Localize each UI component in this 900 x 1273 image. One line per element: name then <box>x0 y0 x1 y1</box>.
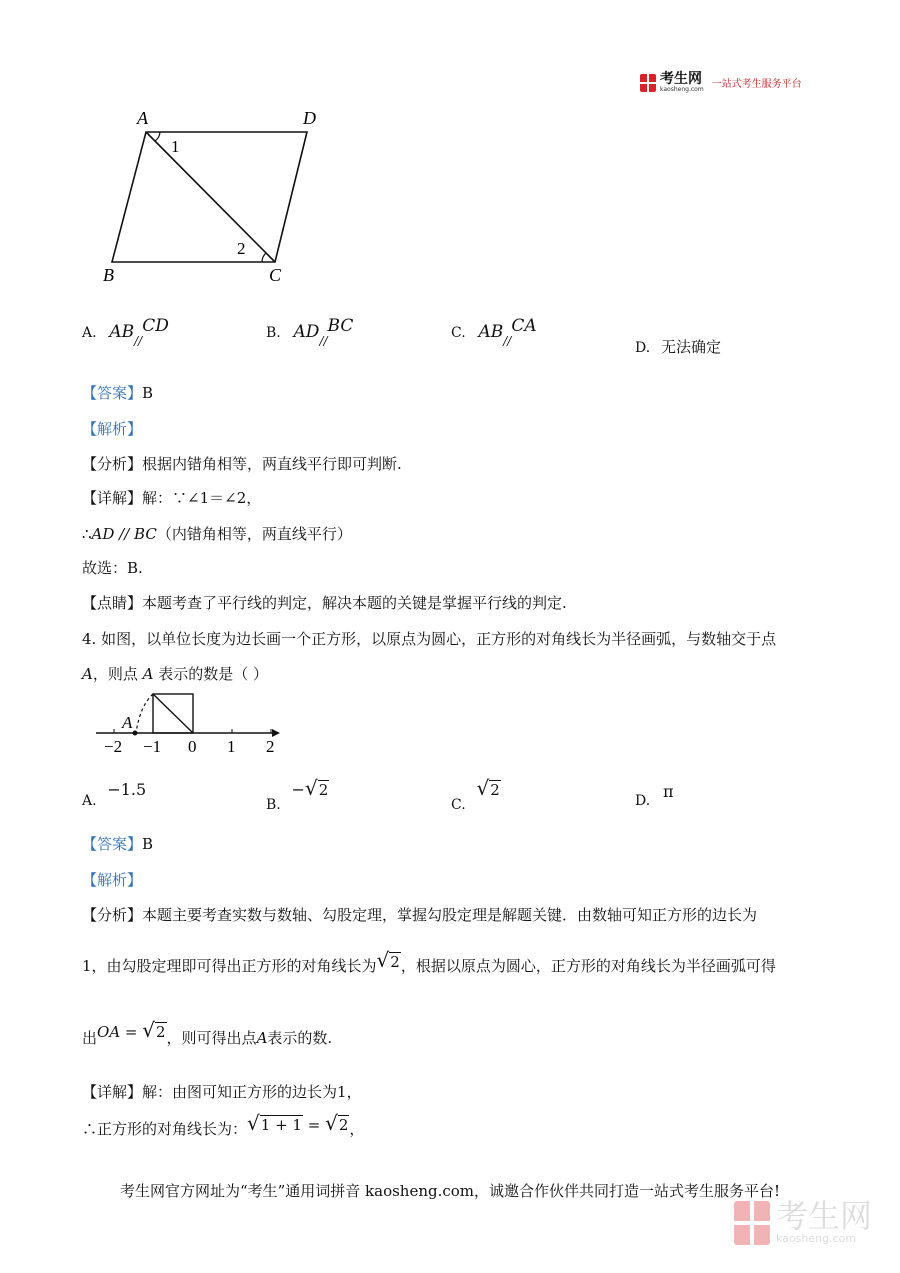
q4-last-line <box>82 1111 365 1139</box>
radicand: 2 <box>338 1116 349 1134</box>
label-d: D <box>303 108 316 128</box>
fenxi3-post: ，则可得出点 <box>166 1029 257 1047</box>
label-angle2: 2 <box>237 239 246 258</box>
xiangjie-math: ∵∠1＝∠2， <box>172 489 262 507</box>
xiangjie-text: 解：由图可知正方形的边长为 <box>142 1083 338 1101</box>
stem-rest: 表示的数是（ ） <box>153 665 269 683</box>
sqrt-expr <box>377 948 401 972</box>
fenxi2-post: ，根据以原点为圆心，正方形的对角线长为半径画弧可得 <box>400 957 776 975</box>
axis-label-1: 1 <box>227 737 236 756</box>
option-parallel: // <box>134 334 143 348</box>
xiangjie-tag: 【详解】 <box>82 489 143 507</box>
radicand: 2 <box>156 1023 166 1041</box>
q4-option-c[interactable] <box>451 776 501 813</box>
q4-option-a[interactable] <box>82 780 147 809</box>
xiangjie-pre: 解： <box>142 489 173 507</box>
sqrt-expr-2 <box>325 1111 349 1135</box>
logo-name-block <box>660 72 704 93</box>
therefore-math: AD // BC <box>91 525 157 543</box>
q4-fenxi <box>82 904 757 925</box>
kaosheng-logo-icon <box>640 74 656 92</box>
radical-sign: √ <box>304 776 318 800</box>
q3-xiangjie <box>82 487 261 508</box>
radius-arc <box>136 694 153 733</box>
option-expr-right: CD <box>142 316 169 336</box>
q3-dianjing <box>82 592 567 613</box>
fenxi-text: 根据内错角相等，两直线平行即可判断. <box>142 455 402 473</box>
option-expr-right: BC <box>327 316 354 336</box>
radicand: 1 + 1 <box>260 1116 302 1134</box>
q4-answer <box>82 833 153 854</box>
q3-analysis-tag: 【解析】 <box>82 420 143 438</box>
dianjing-tag: 【点睛】 <box>82 594 143 612</box>
diagonal-ac <box>146 132 275 262</box>
therefore-rest: （内错角相等，两直线平行） <box>156 525 352 543</box>
axis-label-2: 2 <box>266 737 275 756</box>
axis-arrow <box>272 729 280 737</box>
answer-tag: 【答案】 <box>82 384 143 402</box>
q3-therefore <box>82 523 352 544</box>
watermark <box>734 1197 872 1245</box>
option-value: − <box>291 780 305 799</box>
q3-fenxi <box>82 453 402 474</box>
angle2-arc <box>262 253 266 262</box>
stem-point-a2: A <box>142 665 154 683</box>
parallelogram-figure <box>95 100 335 290</box>
option-letter: C. <box>451 797 466 813</box>
radical-sign: √ <box>476 776 490 800</box>
angle1-arc <box>155 132 160 141</box>
last-pre: ∴正方形的对角线长为： <box>82 1120 248 1138</box>
axis-label-neg2: −2 <box>104 737 123 756</box>
watermark-text-block <box>775 1197 872 1245</box>
last-end: ， <box>349 1120 365 1138</box>
stem-point-a: A <box>82 665 93 683</box>
fenxi3-end: 表示的数. <box>267 1029 333 1047</box>
fenxi3-pre: 出 <box>82 1029 98 1047</box>
answer-value: B <box>142 835 154 853</box>
q4-stem-line2 <box>82 663 268 684</box>
last-eq: = <box>302 1116 326 1134</box>
stem-mid: ，则点 <box>92 665 143 683</box>
label-b: B <box>103 265 114 285</box>
q3-option-b[interactable] <box>266 316 354 348</box>
radicand: 2 <box>390 953 400 971</box>
radical-sign: √ <box>376 948 390 972</box>
option-letter: C. <box>451 325 466 341</box>
square-diagonal <box>153 694 193 733</box>
q3-answer <box>82 382 153 403</box>
fenxi3-math: OA = <box>97 1023 143 1041</box>
q3-option-d[interactable] <box>635 336 721 357</box>
watermark-logo-icon <box>734 1201 770 1245</box>
fenxi-tag: 【分析】 <box>82 906 143 924</box>
q4-fenxi-line2 <box>82 948 776 976</box>
option-letter: A. <box>82 793 97 809</box>
axis-label-0: 0 <box>188 737 197 756</box>
option-value: −1.5 <box>107 780 147 799</box>
option-letter: D. <box>635 340 651 356</box>
axis-label-neg1: −1 <box>143 737 162 756</box>
option-expr-left: AD <box>293 322 320 342</box>
option-parallel: // <box>503 334 512 348</box>
xiangjie-val: 1， <box>337 1083 362 1101</box>
fenxi-tag: 【分析】 <box>82 455 143 473</box>
watermark-name: 考生网 <box>775 1197 872 1235</box>
dianjing-text: 本题考查了平行线的判定，解决本题的关键是掌握平行线的判定. <box>142 594 567 612</box>
logo-domain: kaosheng.com <box>660 86 704 93</box>
number-line-figure <box>90 688 290 758</box>
label-angle1: 1 <box>171 137 180 156</box>
answer-value: B <box>142 384 154 402</box>
radicand: 2 <box>490 781 500 799</box>
sqrt-expr-1 <box>247 1111 303 1135</box>
q4-xiangjie <box>82 1081 362 1102</box>
radical-sign: √ <box>142 1018 155 1042</box>
sqrt-expr <box>142 1018 166 1042</box>
logo-name: 考生网 <box>660 71 702 87</box>
option-expr-left: AB <box>109 322 135 342</box>
radicand: 2 <box>318 781 329 799</box>
fenxi-text: 本题主要考查实数与数轴、勾股定理，掌握勾股定理是解题关键．由数轴可知正方形的边长为 <box>142 906 758 924</box>
option-letter: D. <box>635 793 651 809</box>
q4-fenxi-line3 <box>82 1018 333 1048</box>
sqrt-expr <box>476 776 500 800</box>
logo-slogan: 一站式考生服务平台 <box>711 79 802 90</box>
answer-tag: 【答案】 <box>82 835 143 853</box>
option-expr-left: AB <box>478 322 504 342</box>
radical-sign: √ <box>247 1111 260 1135</box>
xiangjie-tag: 【详解】 <box>82 1083 143 1101</box>
radical-sign: √ <box>325 1111 338 1135</box>
option-text: 无法确定 <box>660 338 721 356</box>
point-a-dot <box>133 731 138 736</box>
therefore-sign: ∴ <box>82 525 92 543</box>
fenxi3-point-a: A <box>256 1029 268 1047</box>
option-letter: B. <box>266 325 281 341</box>
point-a-label: A <box>122 713 133 732</box>
option-letter: A. <box>82 325 97 341</box>
option-letter: B. <box>266 797 281 813</box>
q3-option-c[interactable] <box>451 316 537 348</box>
fenxi2-pre: 1，由勾股定理即可得出正方形的对角线长为 <box>82 957 377 975</box>
label-a: A <box>137 108 148 128</box>
q3-option-a[interactable] <box>82 316 169 348</box>
footer-text: 考生网官方网址为“考生”通用词拼音 kaosheng.com，诚邀合作伙伴共同打造一站式考生服务平台! <box>119 1182 781 1200</box>
q4-option-b[interactable] <box>266 776 329 813</box>
header-logo <box>640 72 802 93</box>
option-parallel: // <box>319 334 328 348</box>
label-c: C <box>269 265 282 285</box>
q4-analysis-tag: 【解析】 <box>82 871 143 889</box>
watermark-domain: kaosheng.com <box>775 1232 857 1245</box>
option-value: π <box>662 782 674 801</box>
q3-guxuan: 故选：B. <box>82 559 143 577</box>
q4-stem-line1: 4. 如图，以单位长度为边长画一个正方形，以原点为圆心，正方形的对角线长为半径画弧，与数轴交于点 <box>82 630 777 648</box>
q4-option-d[interactable] <box>635 782 674 809</box>
sqrt-expr <box>305 776 329 800</box>
option-expr-right: CA <box>511 316 537 336</box>
